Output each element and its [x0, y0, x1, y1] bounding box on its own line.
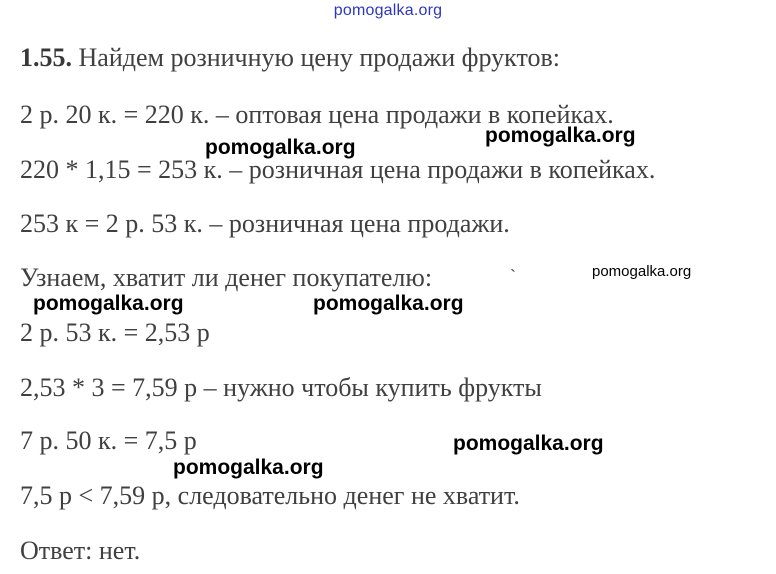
problem-intro: Найдем розничную цену продажи фруктов:	[72, 43, 560, 72]
watermark-6: pomogalka.org	[453, 432, 604, 455]
problem-number: 1.55.	[20, 43, 72, 72]
stray-mark: `	[510, 266, 516, 286]
watermark-3: pomogalka.org	[592, 263, 692, 280]
solution-line-2: 220 * 1,15 = 253 к. – розничная цена продажи в копейках.	[20, 155, 656, 184]
problem-heading	[20, 45, 560, 71]
solution-line-1: 2 р. 20 к. = 220 к. – оптовая цена продажи в копейках.	[20, 100, 614, 129]
solution-line-7: 7 р. 50 к. = 7,5 р	[20, 426, 197, 455]
solution-line-6: 2,53 * 3 = 7,59 р – нужно чтобы купить фрукты	[20, 373, 542, 402]
watermark-4: pomogalka.org	[33, 292, 184, 315]
watermark-2: pomogalka.org	[205, 136, 356, 159]
site-header-link[interactable]: pomogalka.org	[333, 2, 443, 19]
watermark-5: pomogalka.org	[313, 292, 464, 315]
solution-line-4: Узнаем, хватит ли денег покупателю:	[20, 263, 433, 292]
solution-line-3: 253 к = 2 р. 53 к. – розничная цена продажи.	[20, 209, 510, 238]
answer-line: Ответ: нет.	[20, 536, 141, 565]
solution-line-5: 2 р. 53 к. = 2,53 р	[20, 318, 210, 347]
solution-line-8: 7,5 р < 7,59 р, следовательно денег не хватит.	[20, 481, 520, 510]
watermark-1: pomogalka.org	[485, 124, 636, 147]
watermark-7: pomogalka.org	[173, 456, 324, 479]
